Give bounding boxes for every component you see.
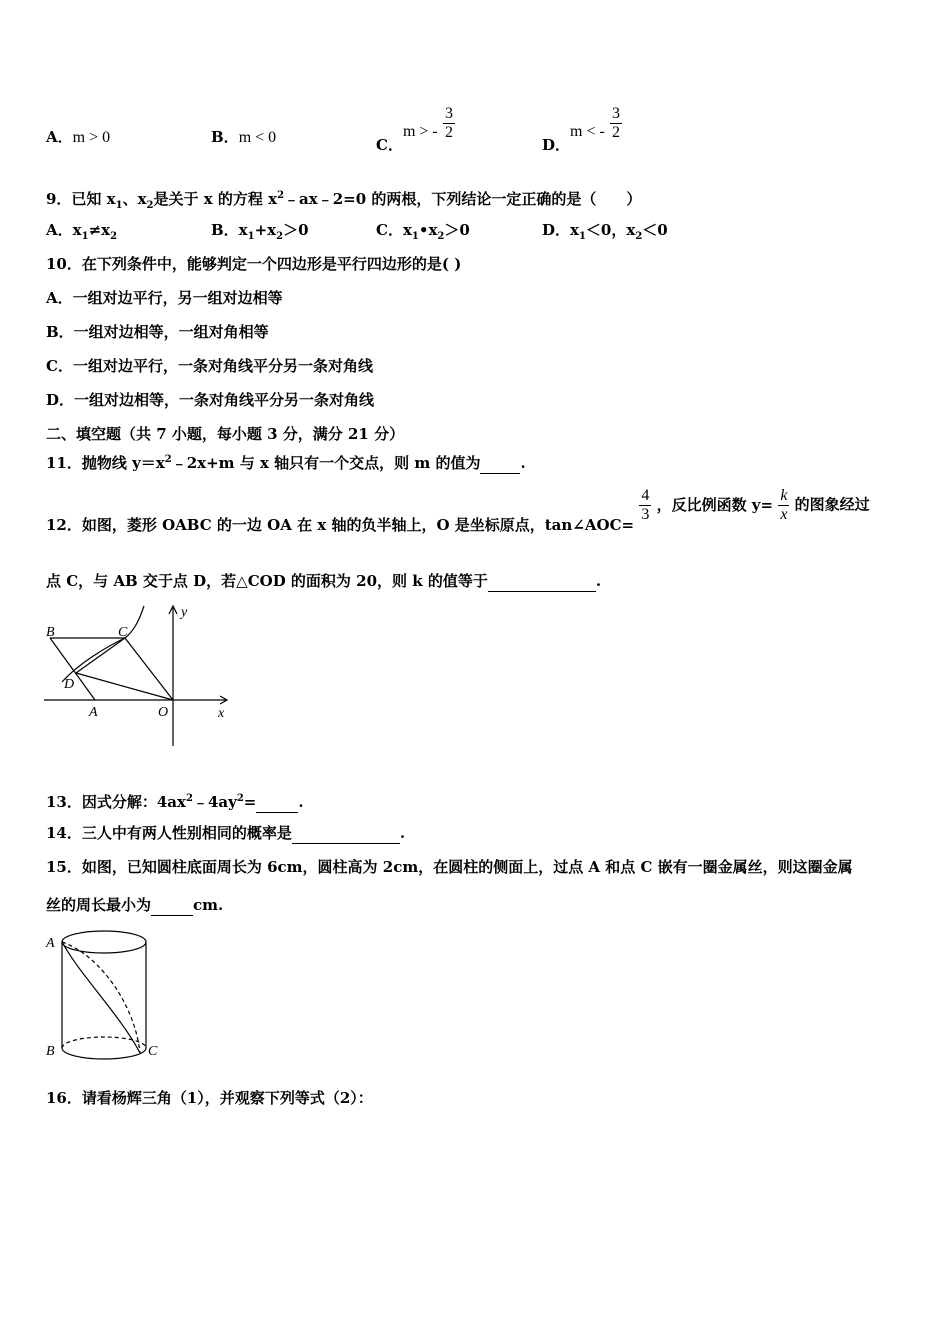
point-c-label: C bbox=[118, 625, 128, 640]
q8-option-a-expr: m > 0 bbox=[72, 129, 111, 146]
q8-option-c: C．m > - $\frac{3}{2}$ bbox=[376, 105, 453, 154]
q13-stem: 13．因式分解：$4ax^2﹣4ay^2=$ . bbox=[46, 793, 304, 811]
q8-option-b-expr: m < 0 bbox=[238, 129, 277, 146]
q10-option-a: A．一组对边平行，另一组对边相等 bbox=[46, 289, 283, 307]
q9-option-c: C．$x_1•x_2>0$ bbox=[376, 221, 470, 242]
q8-option-c-fraction: $\frac{3}{2}$ bbox=[444, 105, 453, 141]
q12-answer-blank bbox=[488, 571, 596, 592]
point-c-label: C bbox=[148, 1044, 158, 1059]
rhombus-hyperbola-figure bbox=[40, 600, 240, 750]
q9-stem: 9．已知 $x_1$、$x_2$是关于 x 的方程 $x^2﹣ax﹣2=0$ 的两根，下列结论一定正确的是（ ） bbox=[46, 190, 642, 211]
side-co bbox=[125, 638, 173, 700]
q14-answer-blank bbox=[292, 823, 400, 844]
y-axis-label: y bbox=[181, 605, 188, 620]
q15-answer-blank bbox=[151, 895, 193, 916]
cylinder-top-ellipse bbox=[62, 931, 146, 953]
section-heading-fill-in: 二、填空题（共 7 小题，每小题 3 分，满分 21 分） bbox=[46, 425, 405, 443]
point-o-label: O bbox=[158, 705, 169, 720]
q8-option-d: D．m < - $\frac{3}{2}$ bbox=[542, 105, 621, 154]
hyperbola-curve bbox=[62, 606, 144, 682]
q15-stem-line1: 15．如图，已知圆柱底面周长为 6cm，圆柱高为 2cm，在圆柱的侧面上，过点 A 和点 C 嵌有一圈金属丝，则这圈金属 bbox=[46, 858, 853, 876]
point-a-label: A bbox=[89, 705, 98, 720]
q8-option-b: B．m < 0 bbox=[211, 128, 277, 146]
q9-option-d: D．$x_1<0$，$x_2<0$ bbox=[542, 221, 668, 242]
cylinder-figure bbox=[40, 925, 180, 1065]
q16-stem: 16．请看杨辉三角（1），并观察下列等式（2）： bbox=[46, 1089, 373, 1107]
cylinder-bottom-front bbox=[62, 1048, 146, 1059]
q9-option-b: B．$x_1+x_2>0$ bbox=[211, 221, 309, 242]
q12-stem-line2: 点 C，与 AB 交于点 D，若△COD 的面积为 20，则 k 的值等于 . bbox=[46, 572, 602, 590]
q12-stem-line1: 12．如图，菱形 OABC 的一边 OA 在 x 轴的负半轴上，O 是坐标原点，tan∠AOC= $\frac{4}{3}$ ，反比例函数 y= $\frac{k}{x}$ 的图象经过 bbox=[46, 487, 870, 534]
x-axis-label: x bbox=[218, 706, 225, 721]
q8-option-a: A．m > 0 bbox=[46, 128, 111, 146]
q9-option-a: A．$x_1\ne x_2$ bbox=[46, 221, 118, 242]
q12-k-fraction: $\frac{k}{x}$ bbox=[780, 487, 788, 523]
point-b-label: B bbox=[46, 1044, 55, 1059]
q10-option-d: D．一组对边相等，一条对角线平分另一条对角线 bbox=[46, 391, 375, 409]
q10-stem: 10．在下列条件中，能够判定一个四边形是平行四边形的是( ) bbox=[46, 255, 462, 273]
point-a-label: A bbox=[46, 936, 55, 951]
point-d-label: D bbox=[64, 677, 75, 692]
point-b-label: B bbox=[46, 625, 55, 640]
q8-option-d-fraction: $\frac{3}{2}$ bbox=[612, 105, 621, 141]
q13-answer-blank bbox=[256, 792, 298, 813]
segment-dc bbox=[76, 638, 125, 673]
q10-option-c: C．一组对边平行，一条对角线平分另一条对角线 bbox=[46, 357, 373, 375]
wire-front bbox=[62, 942, 140, 1053]
q10-option-b: B．一组对边相等，一组对角相等 bbox=[46, 323, 269, 341]
segment-od bbox=[76, 673, 173, 700]
q15-stem-line2: 丝的周长最小为 cm. bbox=[46, 896, 224, 914]
q14-stem: 14．三人中有两人性别相同的概率是 . bbox=[46, 824, 406, 842]
q11-stem: 11．抛物线 $y=x^2﹣2x+m$ 与 x 轴只有一个交点，则 m 的值为 . bbox=[46, 454, 526, 472]
q11-answer-blank bbox=[480, 453, 520, 474]
q12-tan-fraction: $\frac{4}{3}$ bbox=[641, 487, 650, 523]
